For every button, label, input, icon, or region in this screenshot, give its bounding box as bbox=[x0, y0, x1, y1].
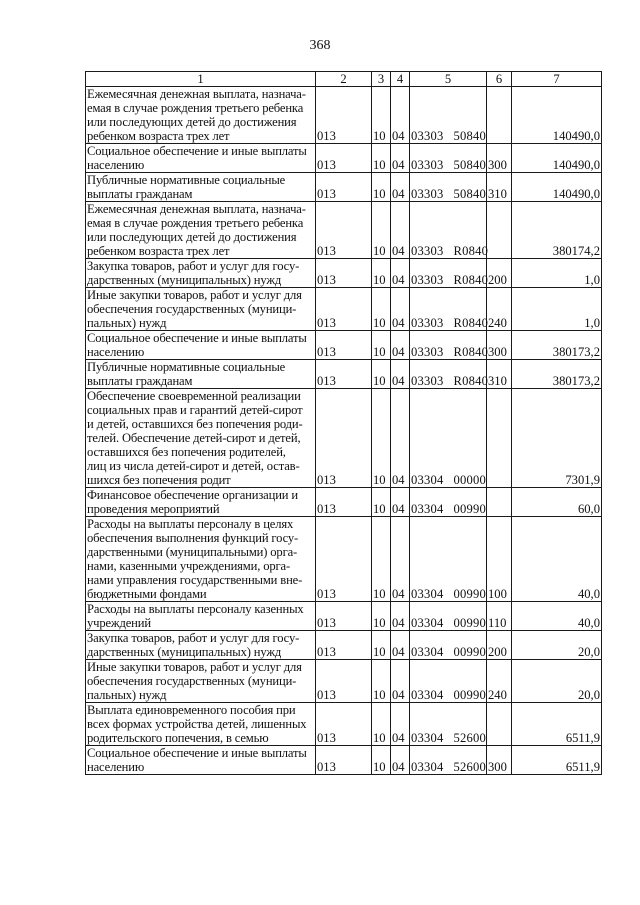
expense-type-cell bbox=[487, 703, 512, 746]
budget-table bbox=[85, 71, 602, 775]
section-code-cell: 10 bbox=[372, 87, 391, 144]
target-article-direction: 52600 bbox=[453, 760, 486, 774]
expense-name-line: или последующих детей до достижения bbox=[87, 115, 297, 129]
expense-name-line: населению bbox=[87, 760, 145, 774]
target-article-cell bbox=[410, 602, 487, 631]
table-header-row bbox=[86, 72, 602, 87]
target-article-direction: 00990 bbox=[453, 688, 486, 702]
expense-name-line: лиц из числа детей-сирот и детей, остав- bbox=[87, 459, 300, 473]
expense-name-cell bbox=[86, 631, 316, 660]
amount-cell: 40,0 bbox=[512, 602, 602, 631]
expense-type-cell: 310 bbox=[487, 360, 512, 389]
expense-name-cell bbox=[86, 703, 316, 746]
subsection-code-cell: 04 bbox=[391, 144, 410, 173]
column-header: 3 bbox=[372, 72, 391, 87]
expense-name-cell bbox=[86, 202, 316, 259]
table-row bbox=[86, 631, 602, 660]
amount-cell: 6511,9 bbox=[512, 746, 602, 775]
subsection-code-cell: 04 bbox=[391, 259, 410, 288]
target-article-direction: 00990 bbox=[453, 616, 486, 630]
expense-type-cell: 310 bbox=[487, 173, 512, 202]
target-article-direction: 50840 bbox=[453, 187, 486, 201]
table-row bbox=[86, 660, 602, 703]
subsection-code-cell: 04 bbox=[391, 703, 410, 746]
expense-name-line: пальных) нужд bbox=[87, 688, 167, 702]
amount-cell: 1,0 bbox=[512, 288, 602, 331]
target-article-program: 03304 bbox=[411, 760, 444, 774]
expense-name-line: Обеспечение своевременной реализации bbox=[87, 389, 301, 403]
target-article-cell bbox=[410, 331, 487, 360]
ministry-code-cell: 013 bbox=[316, 631, 372, 660]
expense-type-cell: 240 bbox=[487, 288, 512, 331]
expense-name-line: бюджетными фондами bbox=[87, 587, 207, 601]
expense-name-line: или последующих детей до достижения bbox=[87, 230, 297, 244]
expense-name-cell bbox=[86, 144, 316, 173]
target-article-cell bbox=[410, 660, 487, 703]
expense-name-line: дарственными (муниципальными) орга- bbox=[87, 545, 298, 559]
column-header: 4 bbox=[391, 72, 410, 87]
expense-name-line: Расходы на выплаты персоналу в целях bbox=[87, 517, 294, 531]
target-article-cell bbox=[410, 202, 487, 259]
expense-name-cell bbox=[86, 389, 316, 488]
section-code-cell: 10 bbox=[372, 517, 391, 602]
target-article-direction: 00990 bbox=[453, 502, 486, 516]
target-article-direction: R0840 bbox=[453, 316, 489, 330]
expense-type-cell: 200 bbox=[487, 631, 512, 660]
expense-name-line: социальных прав и гарантий детей-сирот bbox=[87, 403, 303, 417]
section-code-cell: 10 bbox=[372, 631, 391, 660]
expense-name-cell bbox=[86, 660, 316, 703]
table-row bbox=[86, 87, 602, 144]
amount-cell: 60,0 bbox=[512, 488, 602, 517]
amount-cell: 6511,9 bbox=[512, 703, 602, 746]
table-row bbox=[86, 746, 602, 775]
section-code-cell: 10 bbox=[372, 488, 391, 517]
page-number: 368 bbox=[309, 38, 331, 53]
ministry-code-cell: 013 bbox=[316, 517, 372, 602]
expense-name-line: дарственных (муниципальных) нужд bbox=[87, 645, 282, 659]
amount-cell: 1,0 bbox=[512, 259, 602, 288]
expense-type-cell: 200 bbox=[487, 259, 512, 288]
ministry-code-cell: 013 bbox=[316, 660, 372, 703]
expense-type-cell bbox=[487, 87, 512, 144]
table-row bbox=[86, 360, 602, 389]
ministry-code-cell: 013 bbox=[316, 602, 372, 631]
ministry-code-cell: 013 bbox=[316, 87, 372, 144]
target-article-cell bbox=[410, 631, 487, 660]
expense-name-line: и детей, оставшихся без попечения роди- bbox=[87, 417, 303, 431]
section-code-cell: 10 bbox=[372, 360, 391, 389]
section-code-cell: 10 bbox=[372, 288, 391, 331]
target-article-cell bbox=[410, 389, 487, 488]
target-article-program: 03303 bbox=[411, 129, 444, 143]
target-article-program: 03303 bbox=[411, 345, 444, 359]
expense-type-cell: 110 bbox=[487, 602, 512, 631]
section-code-cell: 10 bbox=[372, 202, 391, 259]
subsection-code-cell: 04 bbox=[391, 631, 410, 660]
expense-type-cell: 100 bbox=[487, 517, 512, 602]
expense-name-cell bbox=[86, 259, 316, 288]
target-article-cell bbox=[410, 173, 487, 202]
target-article-direction: 50840 bbox=[453, 158, 486, 172]
expense-name-line: Расходы на выплаты персоналу казенных bbox=[87, 602, 304, 616]
ministry-code-cell: 013 bbox=[316, 703, 372, 746]
target-article-program: 03304 bbox=[411, 616, 444, 630]
target-article-program: 03304 bbox=[411, 688, 444, 702]
expense-name-line: ребенком возраста трех лет bbox=[87, 244, 230, 258]
table-row bbox=[86, 202, 602, 259]
table-row bbox=[86, 602, 602, 631]
table-row bbox=[86, 703, 602, 746]
subsection-code-cell: 04 bbox=[391, 331, 410, 360]
amount-cell: 380174,2 bbox=[512, 202, 602, 259]
expense-name-line: пальных) нужд bbox=[87, 316, 167, 330]
amount-cell: 7301,9 bbox=[512, 389, 602, 488]
expense-name-line: емая в случае рождения третьего ребенка bbox=[87, 101, 304, 115]
subsection-code-cell: 04 bbox=[391, 660, 410, 703]
subsection-code-cell: 04 bbox=[391, 746, 410, 775]
target-article-cell bbox=[410, 517, 487, 602]
target-article-cell bbox=[410, 288, 487, 331]
column-header: 2 bbox=[316, 72, 372, 87]
expense-type-cell bbox=[487, 202, 512, 259]
expense-name-line: населению bbox=[87, 158, 145, 172]
target-article-program: 03304 bbox=[411, 502, 444, 516]
subsection-code-cell: 04 bbox=[391, 389, 410, 488]
target-article-cell bbox=[410, 87, 487, 144]
expense-name-cell bbox=[86, 488, 316, 517]
expense-name-cell bbox=[86, 288, 316, 331]
subsection-code-cell: 04 bbox=[391, 202, 410, 259]
target-article-cell bbox=[410, 144, 487, 173]
expense-name-cell bbox=[86, 87, 316, 144]
expense-name-cell bbox=[86, 331, 316, 360]
table-row bbox=[86, 517, 602, 602]
expense-type-cell bbox=[487, 488, 512, 517]
subsection-code-cell: 04 bbox=[391, 288, 410, 331]
section-code-cell: 10 bbox=[372, 703, 391, 746]
ministry-code-cell: 013 bbox=[316, 202, 372, 259]
target-article-program: 03304 bbox=[411, 645, 444, 659]
section-code-cell: 10 bbox=[372, 746, 391, 775]
subsection-code-cell: 04 bbox=[391, 488, 410, 517]
target-article-program: 03304 bbox=[411, 731, 444, 745]
target-article-direction: R0840 bbox=[453, 345, 489, 359]
table-row bbox=[86, 144, 602, 173]
ministry-code-cell: 013 bbox=[316, 360, 372, 389]
amount-cell: 380173,2 bbox=[512, 331, 602, 360]
table-row bbox=[86, 488, 602, 517]
target-article-direction: R0840 bbox=[453, 374, 489, 388]
expense-name-line: дарственных (муниципальных) нужд bbox=[87, 273, 282, 287]
target-article-direction: R0840 bbox=[453, 244, 489, 258]
table-row bbox=[86, 389, 602, 488]
expense-type-cell: 240 bbox=[487, 660, 512, 703]
subsection-code-cell: 04 bbox=[391, 602, 410, 631]
expense-name-line: нами, казенными учреждениями, орга- bbox=[87, 559, 291, 573]
target-article-direction: 50840 bbox=[453, 129, 486, 143]
target-article-program: 03303 bbox=[411, 244, 444, 258]
target-article-program: 03304 bbox=[411, 473, 444, 487]
subsection-code-cell: 04 bbox=[391, 360, 410, 389]
subsection-code-cell: 04 bbox=[391, 173, 410, 202]
target-article-program: 03304 bbox=[411, 587, 444, 601]
expense-name-line: Закупка товаров, работ и услуг для госу- bbox=[87, 259, 300, 273]
expense-name-line: всех формах устройства детей, лишенных bbox=[87, 717, 307, 731]
target-article-program: 03303 bbox=[411, 316, 444, 330]
expense-name-line: выплаты гражданам bbox=[87, 187, 193, 201]
expense-name-line: Иные закупки товаров, работ и услуг для bbox=[87, 660, 302, 674]
expense-name-line: родительского попечения, в семью bbox=[87, 731, 269, 745]
ministry-code-cell: 013 bbox=[316, 259, 372, 288]
ministry-code-cell: 013 bbox=[316, 288, 372, 331]
table-row bbox=[86, 173, 602, 202]
target-article-program: 03303 bbox=[411, 273, 444, 287]
expense-name-cell bbox=[86, 746, 316, 775]
expense-type-cell bbox=[487, 389, 512, 488]
table-row bbox=[86, 288, 602, 331]
ministry-code-cell: 013 bbox=[316, 144, 372, 173]
amount-cell: 140490,0 bbox=[512, 87, 602, 144]
target-article-direction: 00990 bbox=[453, 645, 486, 659]
subsection-code-cell: 04 bbox=[391, 87, 410, 144]
target-article-direction: 52600 bbox=[453, 731, 486, 745]
expense-name-line: шихся без попечения родит bbox=[87, 473, 231, 487]
target-article-direction: 00990 bbox=[453, 587, 486, 601]
expense-name-line: емая в случае рождения третьего ребенка bbox=[87, 216, 304, 230]
ministry-code-cell: 013 bbox=[316, 173, 372, 202]
expense-type-cell: 300 bbox=[487, 144, 512, 173]
expense-name-line: Социальное обеспечение и иные выплаты bbox=[87, 331, 307, 345]
subsection-code-cell: 04 bbox=[391, 517, 410, 602]
ministry-code-cell: 013 bbox=[316, 389, 372, 488]
table-row bbox=[86, 331, 602, 360]
ministry-code-cell: 013 bbox=[316, 488, 372, 517]
target-article-cell bbox=[410, 360, 487, 389]
ministry-code-cell: 013 bbox=[316, 331, 372, 360]
expense-name-line: Ежемесячная денежная выплата, назнача- bbox=[87, 87, 306, 101]
expense-name-line: оставшихся без попечения родителей, bbox=[87, 445, 286, 459]
expense-type-cell: 300 bbox=[487, 331, 512, 360]
expense-name-cell bbox=[86, 517, 316, 602]
expense-name-line: обеспечения государственных (муници- bbox=[87, 302, 297, 316]
section-code-cell: 10 bbox=[372, 389, 391, 488]
target-article-cell bbox=[410, 746, 487, 775]
expense-name-line: Выплата единовременного пособия при bbox=[87, 703, 296, 717]
expense-name-line: нами управления государственными вне- bbox=[87, 573, 303, 587]
table-row bbox=[86, 259, 602, 288]
amount-cell: 20,0 bbox=[512, 660, 602, 703]
expense-name-line: Публичные нормативные социальные bbox=[87, 173, 286, 187]
amount-cell: 140490,0 bbox=[512, 144, 602, 173]
expense-name-line: проведения мероприятий bbox=[87, 502, 220, 516]
target-article-direction: 00000 bbox=[453, 473, 486, 487]
target-article-cell bbox=[410, 488, 487, 517]
section-code-cell: 10 bbox=[372, 331, 391, 360]
column-header: 7 bbox=[512, 72, 602, 87]
target-article-program: 03303 bbox=[411, 158, 444, 172]
target-article-cell bbox=[410, 259, 487, 288]
target-article-program: 03303 bbox=[411, 187, 444, 201]
expense-name-cell bbox=[86, 360, 316, 389]
section-code-cell: 10 bbox=[372, 144, 391, 173]
expense-name-line: выплаты гражданам bbox=[87, 374, 193, 388]
expense-name-line: Ежемесячная денежная выплата, назнача- bbox=[87, 202, 306, 216]
column-header: 1 bbox=[86, 72, 316, 87]
amount-cell: 380173,2 bbox=[512, 360, 602, 389]
expense-name-line: телей. Обеспечение детей-сирот и детей, bbox=[87, 431, 301, 445]
target-article-direction: R0840 bbox=[453, 273, 489, 287]
section-code-cell: 10 bbox=[372, 173, 391, 202]
ministry-code-cell: 013 bbox=[316, 746, 372, 775]
column-header: 6 bbox=[487, 72, 512, 87]
section-code-cell: 10 bbox=[372, 602, 391, 631]
expense-name-line: обеспечения государственных (муници- bbox=[87, 674, 297, 688]
expense-name-line: Иные закупки товаров, работ и услуг для bbox=[87, 288, 302, 302]
expense-name-cell bbox=[86, 602, 316, 631]
target-article-cell bbox=[410, 703, 487, 746]
expense-name-cell bbox=[86, 173, 316, 202]
expense-name-line: Социальное обеспечение и иные выплаты bbox=[87, 144, 307, 158]
expense-name-line: населению bbox=[87, 345, 145, 359]
expense-name-line: обеспечения выполнения функций госу- bbox=[87, 531, 299, 545]
expense-name-line: Публичные нормативные социальные bbox=[87, 360, 286, 374]
expense-type-cell: 300 bbox=[487, 746, 512, 775]
expense-name-line: Социальное обеспечение и иные выплаты bbox=[87, 746, 307, 760]
expense-name-line: учреждений bbox=[87, 616, 151, 630]
expense-name-line: ребенком возраста трех лет bbox=[87, 129, 230, 143]
target-article-program: 03303 bbox=[411, 374, 444, 388]
amount-cell: 40,0 bbox=[512, 517, 602, 602]
amount-cell: 140490,0 bbox=[512, 173, 602, 202]
amount-cell: 20,0 bbox=[512, 631, 602, 660]
section-code-cell: 10 bbox=[372, 660, 391, 703]
expense-name-line: Закупка товаров, работ и услуг для госу- bbox=[87, 631, 300, 645]
section-code-cell: 10 bbox=[372, 259, 391, 288]
expense-name-line: Финансовое обеспечение организации и bbox=[87, 488, 298, 502]
column-header: 5 bbox=[410, 72, 487, 87]
